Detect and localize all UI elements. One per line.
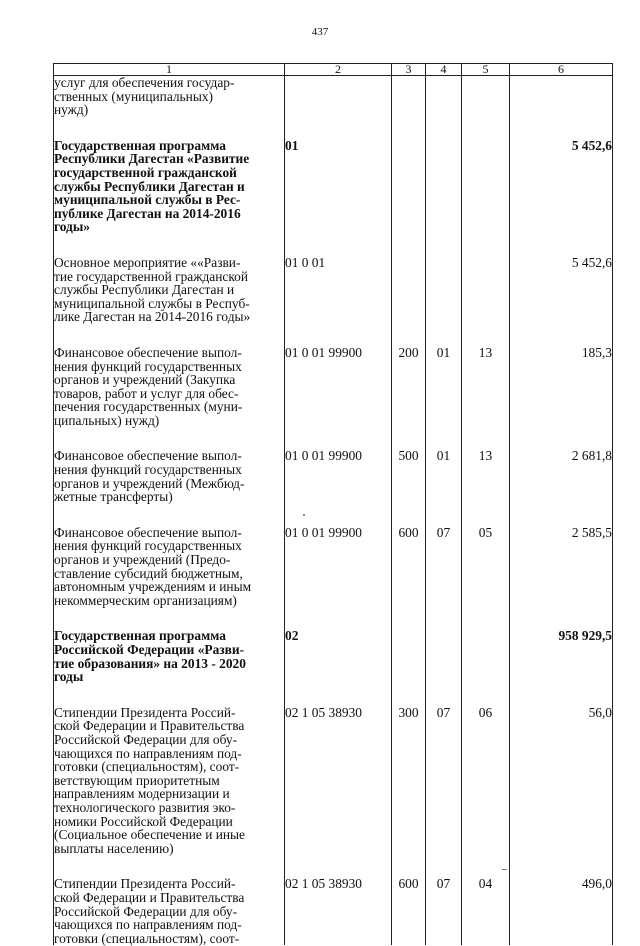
row-code	[285, 76, 392, 139]
row-amount	[510, 76, 613, 139]
column-header: 3	[392, 64, 426, 76]
column-header: 6	[510, 64, 613, 76]
scan-mark	[502, 869, 507, 870]
budget-table	[53, 63, 613, 945]
row-amount: 2 681,8	[510, 449, 613, 525]
row-expense-type: 500	[392, 449, 426, 525]
table-row	[54, 256, 613, 346]
row-code: 02	[285, 629, 392, 705]
column-header: 2	[285, 64, 392, 76]
row-expense-type: 200	[392, 346, 426, 450]
row-name: Финансовое обеспечение выпол- нения функций государственных органов и учреждений (Закупка товаров, работ и услуг для обес- печения государственных (муни- ципальных) нужд)	[54, 346, 285, 450]
row-code: 01 0 01 99900	[285, 346, 392, 450]
row-amount: 958 929,5	[510, 629, 613, 705]
scan-speck	[303, 514, 305, 516]
row-amount: 185,3	[510, 346, 613, 450]
row-section: 07	[426, 706, 462, 878]
row-name: Стипендии Президента Россий- ской Федерации и Правительства Российской Федерации для обу- чающихся по направлениям под- готовки (специальностям), соот- ветствующим приоритетным направлениям модернизации и технологического развития эко- номики Российской Федерации (Социальное обеспечение и иные выплаты населению)	[54, 706, 285, 878]
page-number: 437	[311, 26, 329, 38]
row-subsection: 06	[462, 706, 510, 878]
row-code: 01 0 01 99900	[285, 526, 392, 630]
row-section	[426, 256, 462, 346]
row-expense-type: 300	[392, 706, 426, 878]
table-row	[54, 76, 613, 139]
row-section: 07	[426, 526, 462, 630]
row-name: Основное мероприятие ««Разви- тие государственной гражданской службы Республики Дагестан и муниципальной службы в Респуб- лике Дагестан на 2014-2016 годы»	[54, 256, 285, 346]
row-expense-type: 600	[392, 877, 426, 945]
table-row	[54, 526, 613, 630]
row-name: Финансовое обеспечение выпол- нения функций государственных органов и учреждений (Предо- ставление субсидий бюджетным, автономным учреждениям и иным некоммерческим организациям)	[54, 526, 285, 630]
row-name: Стипендии Президента Россий- ской Федерации и Правительства Российской Федерации для обу- чающихся по направлениям под- готовки (специальностям), соот-	[54, 877, 285, 945]
row-name: услуг для обеспечения государ- ственных (муниципальных) нужд)	[54, 76, 285, 139]
row-expense-type	[392, 76, 426, 139]
row-expense-type	[392, 139, 426, 256]
row-amount: 5 452,6	[510, 256, 613, 346]
row-code: 01	[285, 139, 392, 256]
row-subsection	[462, 76, 510, 139]
row-subsection: 13	[462, 346, 510, 450]
row-amount: 496,0	[510, 877, 613, 945]
row-amount: 56,0	[510, 706, 613, 878]
row-expense-type	[392, 256, 426, 346]
row-subsection	[462, 256, 510, 346]
row-code: 01 0 01 99900	[285, 449, 392, 525]
table-row	[54, 346, 613, 450]
row-code: 02 1 05 38930	[285, 877, 392, 945]
row-amount: 5 452,6	[510, 139, 613, 256]
row-section: 01	[426, 346, 462, 450]
row-code: 01 0 01	[285, 256, 392, 346]
row-expense-type: 600	[392, 526, 426, 630]
row-subsection: 05	[462, 526, 510, 630]
row-subsection	[462, 629, 510, 705]
row-section	[426, 139, 462, 256]
column-header: 4	[426, 64, 462, 76]
table-row	[54, 706, 613, 878]
table-row	[54, 877, 613, 945]
row-name: Государственная программа Республики Дагестан «Развитие государственной гражданской службы Республики Дагестан и муниципальной службы в Рес- публике Дагестан на 2014-2016 годы»	[54, 139, 285, 256]
row-name: Государственная программа Российской Федерации «Разви- тие образования» на 2013 - 2020 годы	[54, 629, 285, 705]
row-expense-type	[392, 629, 426, 705]
row-section	[426, 629, 462, 705]
table-row	[54, 629, 613, 705]
table-row	[54, 449, 613, 525]
row-subsection: 04	[462, 877, 510, 945]
row-amount: 2 585,5	[510, 526, 613, 630]
row-section: 07	[426, 877, 462, 945]
table-header-row	[54, 64, 613, 76]
column-header: 1	[54, 64, 285, 76]
column-header: 5	[462, 64, 510, 76]
row-code: 02 1 05 38930	[285, 706, 392, 878]
row-section: 01	[426, 449, 462, 525]
table-row	[54, 139, 613, 256]
row-name: Финансовое обеспечение выпол- нения функций государственных органов и учреждений (Межбюд- жетные трансферты)	[54, 449, 285, 525]
row-section	[426, 76, 462, 139]
row-subsection	[462, 139, 510, 256]
row-subsection: 13	[462, 449, 510, 525]
